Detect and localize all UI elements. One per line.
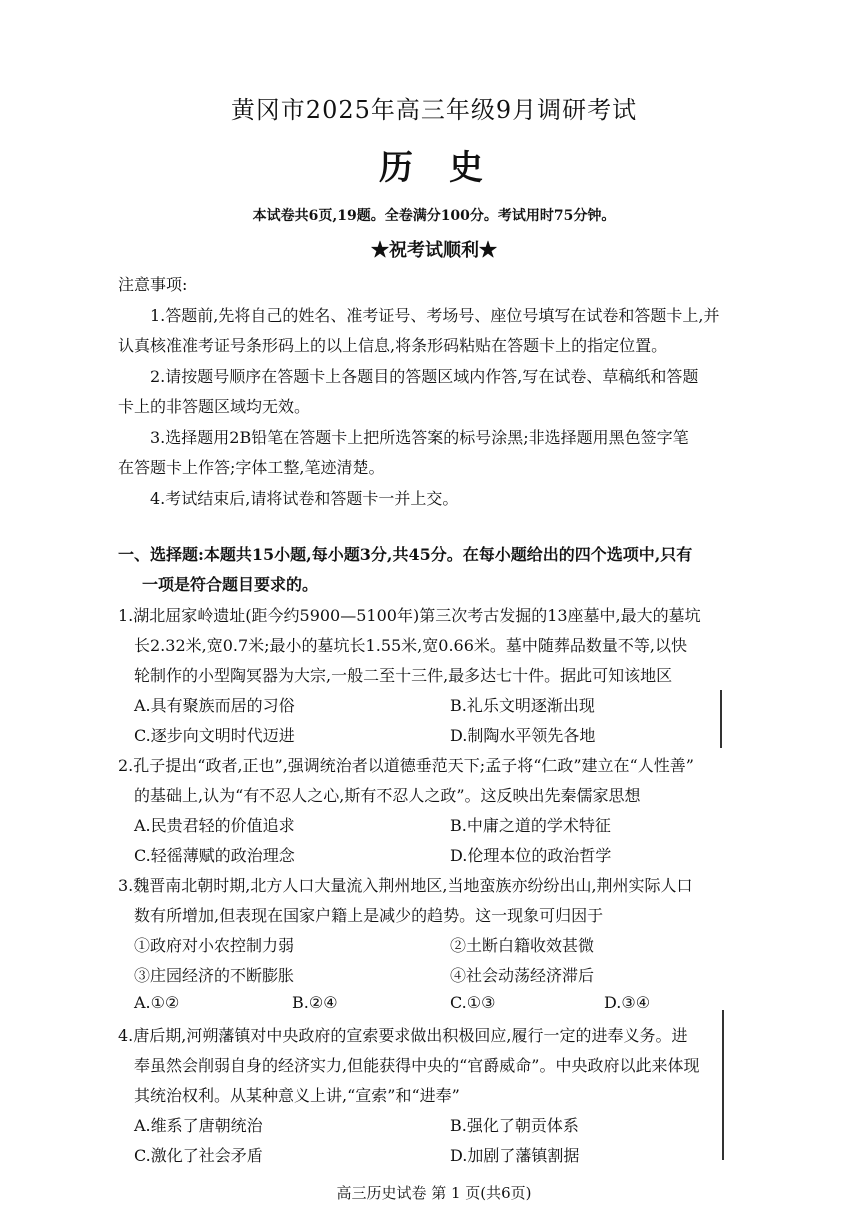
q4-stem-line-3: 其统治权利。从某种意义上讲,“宣索”和“进奉”	[134, 1086, 460, 1105]
q3-item-2: ②土断白籍收效甚微	[450, 936, 595, 955]
page-footer: 高三历史试卷 第 1 页(共6页)	[336, 1184, 532, 1202]
q1-option-b[interactable]: B.礼乐文明逐渐出现	[450, 696, 595, 715]
q4-option-b[interactable]: B.强化了朝贡体系	[450, 1116, 579, 1135]
q2-stem-line-1: 2.孔子提出“政者,正也”,强调统治者以道德垂范天下;孟子将“仁政”建立在“人性善”	[118, 756, 694, 775]
exam-info: 本试卷共6页,19题。全卷满分100分。考试用时75分钟。	[252, 208, 616, 224]
q4-option-d[interactable]: D.加剧了藩镇割据	[450, 1146, 580, 1165]
scan-mark	[722, 1010, 724, 1160]
q2-option-c[interactable]: C.轻徭薄赋的政治理念	[134, 846, 295, 865]
notice-item-1-line-1: 1.答题前,先将自己的姓名、准考证号、考场号、座位号填写在试卷和答题卡上,并	[150, 306, 720, 325]
q4-stem-line-1: 4.唐后期,河朔藩镇对中央政府的宣索要求做出积极回应,履行一定的进奉义务。进	[118, 1026, 688, 1045]
section-heading-line-2: 一项是符合题目要求的。	[142, 575, 319, 594]
q1-stem-line-3: 轮制作的小型陶冥器为大宗,一般二至十三件,最多达七十件。据此可知该地区	[134, 666, 673, 685]
q2-option-d[interactable]: D.伦理本位的政治哲学	[450, 846, 612, 865]
q3-option-a[interactable]: A.①②	[134, 993, 180, 1012]
notice-item-2-line-1: 2.请按题号顺序在答题卡上各题目的答题区域内作答,写在试卷、草稿纸和答题	[150, 367, 699, 386]
q1-option-a[interactable]: A.具有聚族而居的习俗	[134, 696, 295, 715]
scan-mark	[720, 690, 722, 748]
notice-item-3-line-2: 在答题卡上作答;字体工整,笔迹清楚。	[118, 458, 385, 477]
notice-item-4: 4.考试结束后,请将试卷和答题卡一并上交。	[150, 489, 459, 508]
q1-option-d[interactable]: D.制陶水平领先各地	[450, 726, 596, 745]
section-heading-line-1: 一、选择题:本题共15小题,每小题3分,共45分。在每小题给出的四个选项中,只有	[118, 545, 693, 564]
notice-item-1-line-2: 认真核准准考证号条形码上的以上信息,将条形码粘贴在答题卡上的指定位置。	[118, 336, 668, 355]
q3-item-4: ④社会动荡经济滞后	[450, 966, 595, 985]
q4-option-c[interactable]: C.激化了社会矛盾	[134, 1146, 263, 1165]
q3-item-1: ①政府对小农控制力弱	[134, 936, 295, 955]
q1-stem-line-2: 长2.32米,宽0.7米;最小的墓坑长1.55米,宽0.66米。墓中随葬品数量不等,以快	[134, 636, 687, 655]
q2-option-a[interactable]: A.民贵君轻的价值追求	[134, 816, 295, 835]
subject-title: 历史	[379, 148, 519, 188]
q3-option-d[interactable]: D.③④	[604, 993, 651, 1012]
good-luck-banner: ★祝考试顺利★	[371, 240, 497, 261]
q3-option-b[interactable]: B.②④	[292, 993, 338, 1012]
q1-option-c[interactable]: C.逐步向文明时代迈进	[134, 726, 295, 745]
q3-item-3: ③庄园经济的不断膨胀	[134, 966, 295, 985]
q4-option-a[interactable]: A.维系了唐朝统治	[134, 1116, 263, 1135]
q3-stem-line-2: 数有所增加,但表现在国家户籍上是减少的趋势。这一现象可归因于	[134, 906, 604, 925]
q4-stem-line-2: 奉虽然会削弱自身的经济实力,但能获得中央的“官爵威命”。中央政府以此来体现	[134, 1056, 700, 1075]
q3-option-c[interactable]: C.①③	[450, 993, 496, 1012]
q3-stem-line-1: 3.魏晋南北朝时期,北方人口大量流入荆州地区,当地蛮族亦纷纷出山,荆州实际人口	[118, 876, 693, 895]
notice-item-3-line-1: 3.选择题用2B铅笔在答题卡上把所选答案的标号涂黑;非选择题用黑色签字笔	[150, 428, 689, 447]
q2-stem-line-2: 的基础上,认为“有不忍人之心,斯有不忍人之政”。这反映出先秦儒家思想	[134, 786, 641, 805]
notice-item-2-line-2: 卡上的非答题区域均无效。	[118, 397, 311, 416]
notice-heading: 注意事项:	[118, 275, 188, 294]
q2-option-b[interactable]: B.中庸之道的学术特征	[450, 816, 611, 835]
q1-stem-line-1: 1.湖北屈家岭遗址(距今约5900—5100年)第三次考古发掘的13座墓中,最大的墓坑	[118, 606, 701, 625]
exam-title: 黄冈市2025年高三年级9月调研考试	[230, 96, 638, 124]
